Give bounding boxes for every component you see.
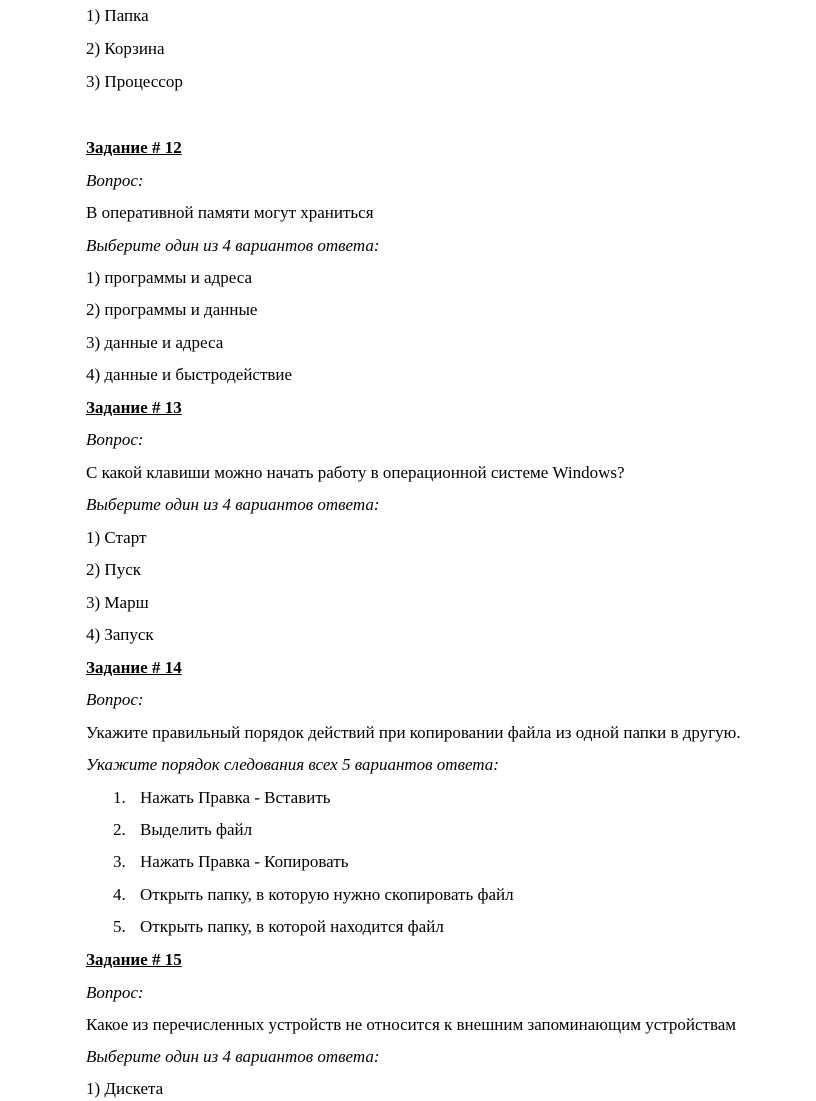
answer-option: 2) программы и данные	[86, 300, 258, 319]
question-text: С какой клавиши можно начать работу в операционной системе Windows?	[86, 463, 625, 482]
ordered-option-number: 5.	[113, 917, 126, 936]
task-heading: Задание # 13	[86, 398, 182, 417]
answer-option: 1) Дискета	[86, 1079, 164, 1098]
question-label: Вопрос:	[86, 171, 144, 190]
answer-option: 2) Корзина	[86, 39, 165, 58]
task-heading: Задание # 14	[86, 658, 182, 677]
answer-option: 3) Марш	[86, 593, 149, 612]
ordered-option-text: Открыть папку, в которой находится файл	[140, 917, 444, 936]
ordered-option-number: 4.	[113, 885, 126, 904]
answer-instruction: Выберите один из 4 вариантов ответа:	[86, 495, 380, 514]
ordered-option-number: 1.	[113, 788, 126, 807]
ordered-option-text: Открыть папку, в которую нужно скопировать файл	[140, 885, 514, 904]
answer-option: 4) Запуск	[86, 625, 154, 644]
answer-option: 2) Пуск	[86, 560, 141, 579]
answer-instruction: Выберите один из 4 вариантов ответа:	[86, 236, 380, 255]
answer-option: 3) Процессор	[86, 72, 183, 91]
answer-option: 1) Старт	[86, 528, 147, 547]
answer-option: 3) данные и адреса	[86, 333, 224, 352]
task-heading: Задание # 15	[86, 950, 182, 969]
question-label: Вопрос:	[86, 430, 144, 449]
question-text: Укажите правильный порядок действий при копировании файла из одной папки в другую.	[86, 723, 741, 742]
ordered-option-number: 3.	[113, 852, 126, 871]
answer-instruction: Укажите порядок следования всех 5 вариантов ответа:	[86, 755, 499, 774]
question-label: Вопрос:	[86, 690, 144, 709]
ordered-option-text: Нажать Правка - Копировать	[140, 852, 349, 871]
question-label: Вопрос:	[86, 983, 144, 1002]
answer-option: 1) программы и адреса	[86, 268, 253, 287]
answer-option: 1) Папка	[86, 6, 149, 25]
task-heading: Задание # 12	[86, 138, 182, 157]
ordered-option-text: Нажать Правка - Вставить	[140, 788, 331, 807]
ordered-option-number: 2.	[113, 820, 126, 839]
question-text: В оперативной памяти могут храниться	[86, 203, 374, 222]
answer-instruction: Выберите один из 4 вариантов ответа:	[86, 1047, 380, 1066]
ordered-option-text: Выделить файл	[140, 820, 253, 839]
question-text: Какое из перечисленных устройств не относится к внешним запоминающим устройствам	[86, 1015, 737, 1034]
answer-option: 4) данные и быстродействие	[86, 365, 293, 384]
